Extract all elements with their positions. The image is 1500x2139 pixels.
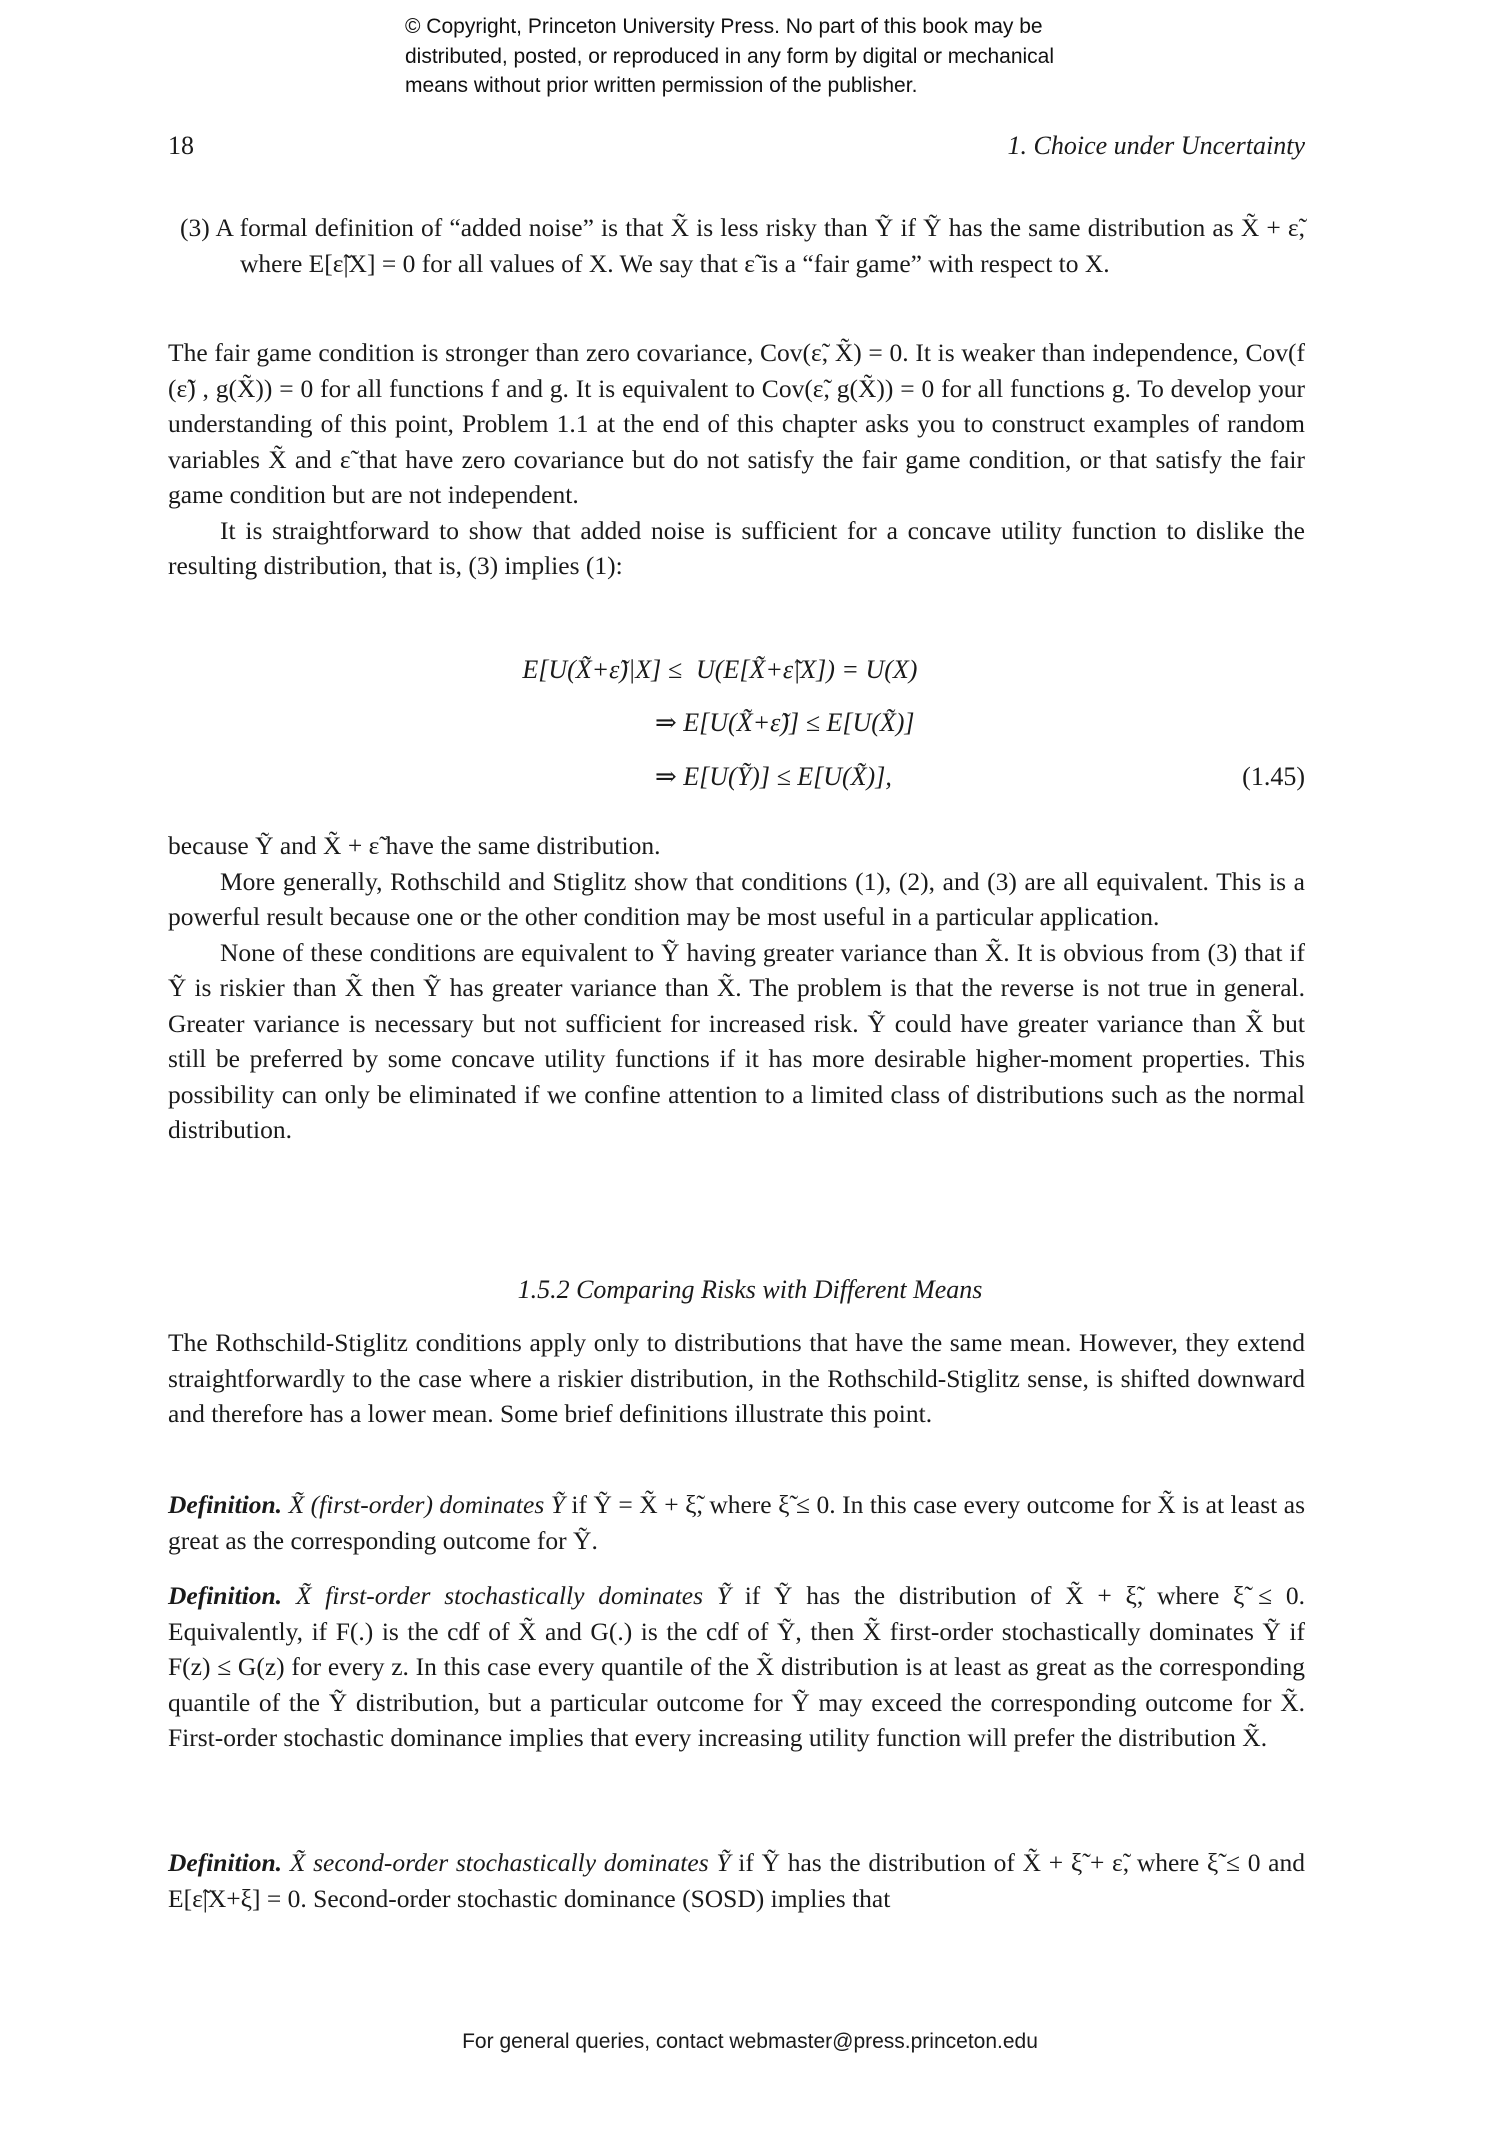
equation-line: ⇒ E[U(Ỹ)] ≤ E[U(X̃)], [655, 762, 892, 791]
paragraph: More generally, Rothschild and Stiglitz show that conditions (1), (2), and (3) are all equivalent. This is a powerful result because one or the other condition may be most useful in a particular application. [168, 866, 1305, 931]
section-heading: 1.5.2 Comparing Risks with Different Means [517, 1275, 983, 1304]
definition-term: X̃ (first-order) dominates Ỹ [288, 1490, 565, 1519]
copyright-line: distributed, posted, or reproduced in any form by digital or mechanical [405, 44, 1055, 68]
definition-body: if Ỹ = X̃ + ξ̃, where ξ̃ ≤ 0. In this case every outcome for X̃ is at least as great as the corresponding outcome for Ỹ. [168, 1490, 1305, 1555]
footer-contact: For general queries, contact webmaster@press.princeton.edu [462, 2030, 1038, 2053]
condition-3-text: (3) A formal definition of “added noise” is that X̃ is less risky than Ỹ if Ỹ has the same distribution as X̃ + ε̃, where E[ε̃|X] = 0 for all values of X. We say that ε̃ is a “fair game” with respect to X. [180, 213, 1305, 278]
definition-term: X̃ first-order stochastically dominates Ỹ [295, 1581, 731, 1610]
variance-section [168, 828, 1305, 1148]
definition-first-order-dominance [168, 1487, 1305, 1558]
running-header: 1. Choice under Uncertainty [1007, 131, 1305, 160]
copyright-line: means without prior written permission of the publisher. [405, 74, 918, 97]
equation-line: U(E[X̃+ε̃|X]) = U(X) [696, 655, 918, 684]
paragraph: because Ỹ and X̃ + ε̃ have the same distribution. [168, 831, 661, 860]
definition-body: if Ỹ has the distribution of X̃ + ξ̃, where ξ̃ ≤ 0. Equivalently, if F(.) is the cdf of X̃ and G(.) is the cdf of Ỹ, then X̃ first-order stochastically dominates Ỹ if F(z) ≤ G(z) for every z. In this case every quantile of the X̃ distribution is at least as great as the corresponding quantile of the Ỹ distribution, but a particular outcome for Ỹ may exceed the corresponding outcome for X̃. First-order stochastic dominance implies that every increasing utility function will prefer the distribution X̃. [168, 1581, 1306, 1752]
paragraph: None of these conditions are equivalent to Ỹ having greater variance than X̃. It is obvious from (3) that if Ỹ is riskier than X̃ then Ỹ has greater variance than X̃. The problem is that the reverse is not true in general. Greater variance is necessary but not sufficient for increased risk. Ỹ could have greater variance than X̃ but still be preferred by some concave utility functions if it has more desirable higher-moment properties. This possibility can only be eliminated if we confine attention to a limited class of distributions such as the normal distribution. [168, 937, 1305, 1144]
definition-label: Definition. [168, 1848, 283, 1877]
definition-label: Definition. [168, 1490, 283, 1519]
fair-game-section [168, 335, 1305, 584]
equation-line: ⇒ E[U(X̃+ε̃)] ≤ E[U(X̃)] [655, 708, 915, 737]
paragraph: It is straightforward to show that added noise is sufficient for a concave utility function to dislike the resulting distribution, that is, (3) implies (1): [168, 515, 1305, 580]
definition-sosd [168, 1845, 1305, 1916]
condition-3 [168, 210, 1305, 281]
equation-line-left: E[U(X̃+ε̃)|X] ≤ [522, 655, 682, 684]
definition-term: X̃ second-order stochastically dominates Ỹ [289, 1848, 731, 1877]
equation-number: (1.45) [1242, 762, 1305, 791]
definition-fosd [168, 1578, 1305, 1756]
definition-body: if Ỹ has the distribution of X̃ + ξ̃ + ε̃, where ξ̃ ≤ 0 and E[ε̃|X+ξ] = 0. Second-order stochastic dominance (SOSD) implies that [168, 1848, 1305, 1913]
copyright-notice [405, 12, 1054, 101]
copyright-line: © Copyright, Princeton University Press. No part of this book may be [405, 15, 1043, 38]
definition-label: Definition. [168, 1581, 283, 1610]
paragraph: The Rothschild-Stiglitz conditions apply only to distributions that have the same mean. However, they extend straightforwardly to the case where a riskier distribution, in the Rothschild-Stiglitz sense, is shifted downward and therefore has a lower mean. Some brief definitions illustrate this point. [168, 1328, 1305, 1428]
page-number: 18 [168, 131, 194, 160]
paragraph: The fair game condition is stronger than zero covariance, Cov(ε̃, X̃) = 0. It is weaker than independence, Cov(f (ε̃) , g(X̃)) = 0 for all functions f and g. It is equivalent to Cov(ε̃, g(X̃)) = 0 for all functions g. To develop your understanding of this point, Problem 1.1 at the end of this chapter asks you to construct examples of random variables X̃ and ε̃ that have zero covariance but do not satisfy the fair game condition, or that satisfy the fair game condition but are not independent. [168, 338, 1305, 509]
